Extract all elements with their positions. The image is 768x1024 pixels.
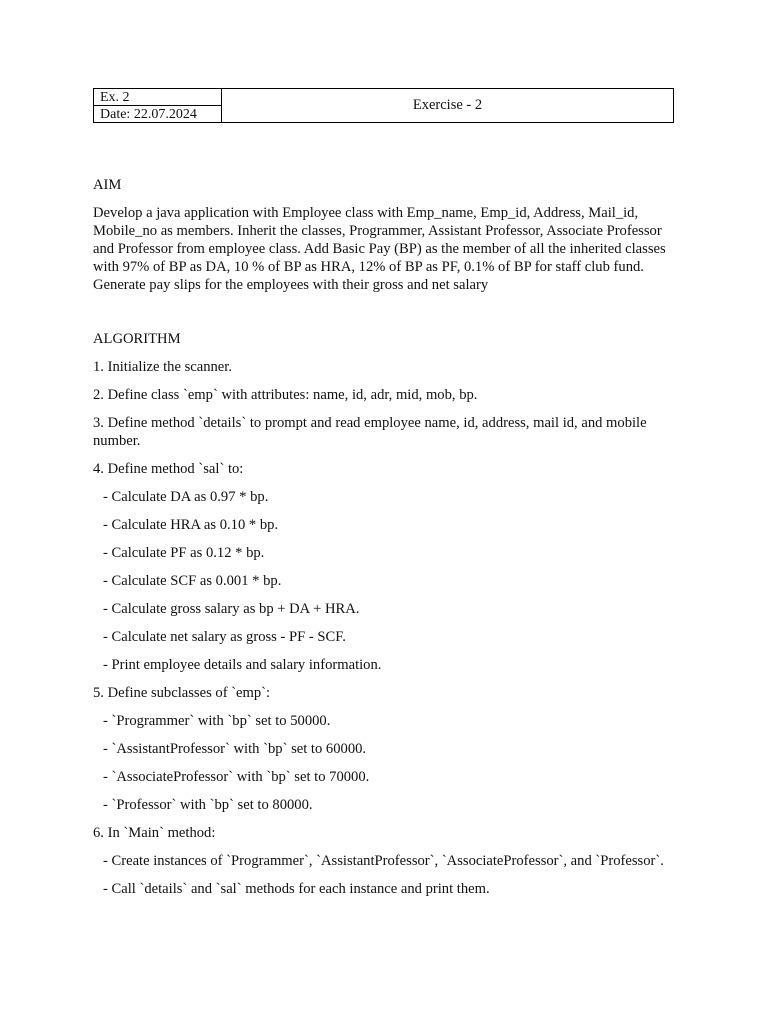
step-5-substep: - `Programmer` with `bp` set to 50000. [103,713,331,729]
step-4-substep: - Calculate SCF as 0.001 * bp. [103,573,282,589]
exercise-header-table [93,88,674,123]
document-body [93,176,675,908]
algorithm-step-1: 1. Initialize the scanner. [93,359,232,375]
step-4-substep: - Print employee details and salary information. [103,657,382,673]
step-6-substep: - Create instances of `Programmer`, `AssistantProfessor`, `AssociateProfessor`, and `Professor`. [103,853,664,869]
algorithm-heading: ALGORITHM [93,331,181,347]
step-4-substep: - Calculate PF as 0.12 * bp. [103,545,265,561]
algorithm-step-4: 4. Define method `sal` to: [93,461,244,477]
algorithm-step-3: 3. Define method `details` to prompt and read employee name, id, address, mail id, and mobile number. [93,415,647,449]
aim-paragraph: Develop a java application with Employee class with Emp_name, Emp_id, Address, Mail_id, Mobile_no as members. Inherit the classes, Programmer, Assistant Professor, Associate Professor and Professor from employee class. Add Basic Pay (BP) as the member of all the inherited classes with 97% of BP as DA, 10 % of BP as HRA, 12% of BP as PF, 0.1% of BP for staff club fund. Generate pay slips for the employees with their gross and net salary [93,205,666,293]
step-4-substep: - Calculate HRA as 0.10 * bp. [103,517,279,533]
step-5-substep: - `AssistantProfessor` with `bp` set to 60000. [103,741,367,757]
aim-heading: AIM [93,177,122,193]
step-5-substep: - `AssociateProfessor` with `bp` set to 70000. [103,769,370,785]
step-5-substep: - `Professor` with `bp` set to 80000. [103,797,313,813]
step-6-substep: - Call `details` and `sal` methods for each instance and print them. [103,881,490,897]
step-4-substep: - Calculate net salary as gross - PF - SCF. [103,629,346,645]
algorithm-step-6: 6. In `Main` method: [93,825,216,841]
algorithm-step-5: 5. Define subclasses of `emp`: [93,685,271,701]
exercise-date-cell: Date: 22.07.2024 [94,106,222,123]
step-4-substep: - Calculate DA as 0.97 * bp. [103,489,269,505]
exercise-number-cell: Ex. 2 [94,89,222,106]
algorithm-step-2: 2. Define class `emp` with attributes: name, id, adr, mid, mob, bp. [93,387,478,403]
exercise-title-cell: Exercise - 2 [222,89,674,123]
step-4-substep: - Calculate gross salary as bp + DA + HRA. [103,601,360,617]
